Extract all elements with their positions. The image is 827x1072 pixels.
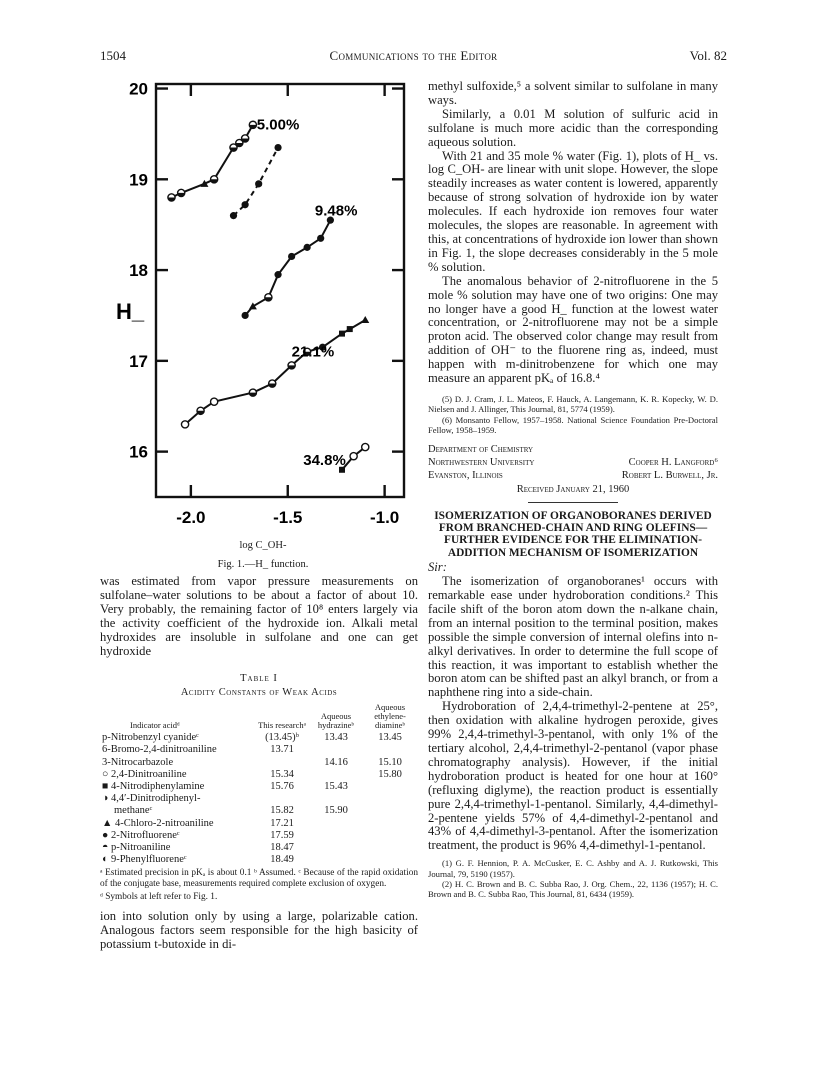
- data-point: [181, 421, 188, 428]
- data-point: [274, 271, 281, 278]
- value-cell: [362, 781, 418, 793]
- salutation: Sir:: [428, 560, 447, 575]
- value-cell: [310, 818, 362, 830]
- indicator-cell: ◓ p-Nitroaniline: [102, 842, 171, 854]
- table-note: ᵃ Estimated precision in pKₐ is about 0.1 ᵇ Assumed. ᶜ Because of the rapid oxidation of the conjugate base, measurements required complete exclusion of oxygen.: [100, 868, 418, 890]
- value-cell: 13.45: [378, 732, 402, 744]
- series-line: [185, 320, 365, 424]
- data-point: [230, 212, 237, 219]
- article-title: ISOMERIZATION OF ORGANOBORANES DERIVED FROM BRANCHED-CHAIN AND RING OLEFINS—FURTHER EVIDENCE FOR THE ELIMINATION-ADDITION MECHANISM OF ISOMERIZATION: [434, 509, 712, 559]
- value-cell: 14.16: [324, 756, 348, 768]
- data-point: [211, 398, 218, 405]
- body-paragraph: ion into solution only by using a large, polarizable cation. Analogous factors seem responsible for the high basicity of potassium t-butoxide in di-: [100, 909, 418, 952]
- value-cell: 13.43: [324, 732, 348, 744]
- volume-label: Vol. 82: [689, 48, 727, 63]
- y-axis-label: H_: [116, 298, 145, 324]
- data-point: [317, 235, 324, 242]
- data-point: [350, 453, 357, 460]
- value-cell: [310, 793, 362, 805]
- value-cell: [310, 744, 362, 756]
- x-tick-label: -2.0: [176, 508, 206, 527]
- table-header: Aqueous ethylene-diamineᵇ: [374, 702, 406, 731]
- value-cell: 15.43: [324, 781, 348, 793]
- value-cell: [362, 805, 418, 817]
- table-title: Table I: [240, 673, 278, 685]
- indicator-cell: 3-Nitrocarbazole: [102, 756, 174, 768]
- body-paragraph: The isomerization of organoboranes¹ occurs with remarkable ease under hydroboration conditions.² This facile shift of the boron atom down the n-alkane chain, from an internal position to the terminal position, makes possible the simple conversion of internal olefins into n-alkyl derivatives. In order to determine the full scope of this reaction, it was important to establish whether the boron atom can be shifted past an alkyl branch, or from a naphthene ring into a side-chain.: [428, 574, 718, 700]
- table-row: [100, 793, 418, 805]
- author: Cooper H. Langford⁶: [628, 456, 718, 468]
- footnote: (6) Monsanto Fellow, 1957–1958. National Science Foundation Pre-Doctoral Fellow, 1958–1959.: [428, 414, 718, 436]
- table-row: [100, 842, 418, 854]
- value-cell: 15.10: [378, 756, 402, 768]
- body-paragraph: Hydroboration of 2,4,4-trimethyl-2-pentene at 25°, then oxidation with alkaline hydrogen peroxide, gives 99% 2,4,4-trimethyl-3-pentanol, with only 1% of the tertiary alcohol, 2,4,4-trimethyl-2-pentanol (vapor phase chromatography analysis). However, if the initial hydroboration product is heated for one hour at 160° (refluxing diglyme), the reaction product is essentially pure 2,4,4-trimethyl-1-pentanol. Similarly, 4,4-dimethyl-2-pentene yields 57% of 4,4-dimethyl-2-pentanol and 43% of 4,4-dimethyl-3-pentanol. After the isomerization treatment, the product is 96% 4,4-dimethyl-1-pentanol.: [428, 699, 718, 853]
- data-point: [274, 144, 281, 151]
- body-paragraph: Similarly, a 0.01 M solution of sulfuric acid in sulfolane is much more acidic than the corresponding aqueous solution.: [428, 106, 718, 149]
- table-row: [100, 805, 418, 817]
- page-number: 1504: [100, 48, 126, 63]
- received-date: Received January 21, 1960: [516, 483, 630, 495]
- series-line: [172, 125, 253, 198]
- table-header: This researchᵃ: [258, 720, 306, 731]
- data-point: [242, 312, 249, 319]
- data-point: [242, 201, 249, 208]
- value-cell: 15.34: [270, 768, 294, 780]
- series-line: [245, 220, 330, 315]
- value-cell: (13.45)ᵇ: [265, 732, 299, 744]
- curve-label: 9.48%: [314, 202, 358, 220]
- value-cell: [310, 854, 362, 866]
- left-column: [100, 575, 418, 952]
- value-cell: [254, 793, 310, 805]
- series-line: [234, 148, 279, 216]
- x-tick-label: -1.0: [369, 508, 400, 527]
- value-cell: [362, 842, 418, 854]
- value-cell: [362, 818, 418, 830]
- y-tick-label: 17: [129, 351, 148, 371]
- data-point: [347, 326, 353, 332]
- table-header: Indicator acidᵈ: [130, 720, 180, 731]
- data-point: [255, 180, 262, 187]
- indicator-cell: methaneᶜ: [114, 805, 153, 817]
- city: Evanston, Illinois: [428, 469, 503, 481]
- value-cell: 17.21: [270, 817, 294, 829]
- value-cell: 15.82: [270, 805, 294, 817]
- indicator-cell: p-Nitrobenzyl cyanideᶜ: [102, 732, 199, 744]
- value-cell: [362, 830, 418, 842]
- value-cell: 18.47: [270, 842, 294, 854]
- table-row: [100, 744, 418, 756]
- author: Robert L. Burwell, Jr.: [621, 469, 718, 481]
- value-cell: [310, 842, 362, 854]
- table-row: [100, 769, 418, 781]
- value-cell: [310, 830, 362, 842]
- data-point: [339, 331, 345, 337]
- data-point: [288, 253, 295, 260]
- x-tick-label: -1.5: [273, 508, 303, 527]
- table-row: [100, 781, 418, 793]
- university: Northwestern University: [428, 456, 535, 468]
- y-tick-label: 20: [129, 79, 148, 99]
- body-paragraph: was estimated from vapor pressure measurements on sulfolane–water solutions to be about a factor of about 10. Very probably, the remaining factor of 10⁸ enters largely via the activity coefficient of the hydroxide ion. Alkali metal hydroxides are insoluble in sulfolane and one can get hydroxide: [100, 574, 418, 658]
- table-row: [100, 757, 418, 769]
- value-cell: 17.59: [270, 829, 294, 841]
- value-cell: [362, 744, 418, 756]
- curve-label: 21.1%: [291, 343, 335, 361]
- indicator-cell: 6-Bromo-2,4-dinitroaniline: [102, 744, 217, 756]
- value-cell: 15.80: [378, 768, 402, 780]
- footnote: (1) G. F. Hennion, P. A. McCusker, E. C. Ashby and A. J. Rutkowski, This Journal, 79, 5190 (1957).: [428, 858, 718, 879]
- value-cell: [310, 769, 362, 781]
- table-subtitle: Acidity Constants of Weak Acids: [180, 687, 338, 699]
- table-header: Aqueous hydrazineᵇ: [317, 711, 355, 731]
- data-point: [304, 244, 311, 251]
- body-paragraph: The anomalous behavior of 2-nitrofluorene in the 5 mole % solution may have one of two origins: One may no longer have a good H_ function at the lowest water concentration, or 2-nitrofluorene may not be a simple proton acid. The observed color change may result from addition of OH⁻ to the fluorene ring as, indeed, must happen with m-dinitrobenzene for which one may measure an apparent pKₐ of 16.8.⁴: [428, 273, 718, 386]
- y-tick-label: 18: [129, 261, 148, 281]
- affiliation-block: [428, 443, 718, 496]
- figure-caption: Fig. 1.—H_ function.: [217, 559, 309, 570]
- x-axis-label: log C_OH-: [239, 540, 287, 551]
- y-tick-label: 19: [129, 170, 148, 190]
- body-paragraph: methyl sulfoxide,⁵ a solvent similar to sulfolane in many ways.: [428, 79, 718, 107]
- indicator-cell: ● 2-Nitrofluoreneᶜ: [102, 829, 180, 841]
- page-header: [100, 48, 727, 68]
- divider: [528, 502, 618, 503]
- footnote: (2) H. C. Brown and B. C. Subba Rao, J. Org. Chem., 22, 1136 (1957); H. C. Brown and B. C. Subba Rao, This Journal, 81, 6434 (1959).: [428, 879, 718, 900]
- y-tick-label: 16: [129, 442, 148, 462]
- right-column: [428, 80, 718, 900]
- journal-title: Communications to the Editor: [329, 48, 498, 63]
- table-note: ᵈ Symbols at left refer to Fig. 1.: [100, 891, 218, 902]
- indicator-cell: ▲ 4-Chloro-2-nitroaniline: [102, 817, 214, 829]
- table-row: [100, 854, 418, 866]
- value-cell: [362, 854, 418, 866]
- value-cell: [362, 793, 418, 805]
- h-function-chart: [108, 72, 418, 542]
- value-cell: 18.49: [270, 854, 294, 866]
- value-cell: [254, 757, 310, 769]
- indicator-cell: ○ 2,4-Dinitroaniline: [102, 768, 187, 780]
- data-point: [362, 443, 369, 450]
- value-cell: 15.76: [270, 781, 294, 793]
- department: Department of Chemistry: [428, 443, 534, 455]
- footnote: (5) D. J. Cram, J. L. Mateos, F. Hauck, A. Langemann, K. R. Kopecky, W. D. Nielsen and J. Allinger, This Journal, 81, 5774 (1959).: [428, 393, 718, 415]
- value-cell: 13.71: [270, 744, 294, 756]
- curve-label: 5.00%: [256, 116, 300, 134]
- table-row: [100, 818, 418, 830]
- data-point: [361, 316, 369, 323]
- indicator-cell: ■ 4-Nitrodiphenylamine: [102, 781, 205, 793]
- indicator-cell: ◐ 9-Phenylfluoreneᶜ: [102, 854, 187, 866]
- acidity-table: [100, 703, 418, 866]
- table-row: [100, 732, 418, 744]
- curve-label: 34.8%: [303, 452, 346, 470]
- indicator-cell: ◑ 4,4′-Dinitrodiphenyl-: [102, 793, 201, 805]
- value-cell: 15.90: [324, 805, 348, 817]
- body-paragraph: With 21 and 35 mole % water (Fig. 1), plots of H_ vs. log C_OH- are linear with unit slope. However, the slope steadily increases as water content is lowered, apparently because of strong solvation of hydroxide ion by water molecules. If each hydroxide ion removes four water molecules, the slopes are reasonable. In agreement with this, at concentrations of hydroxide ion lower than shown in Fig. 1, the slope decreases considerably in the 5 mole % solution.: [428, 148, 718, 274]
- table-row: [100, 830, 418, 842]
